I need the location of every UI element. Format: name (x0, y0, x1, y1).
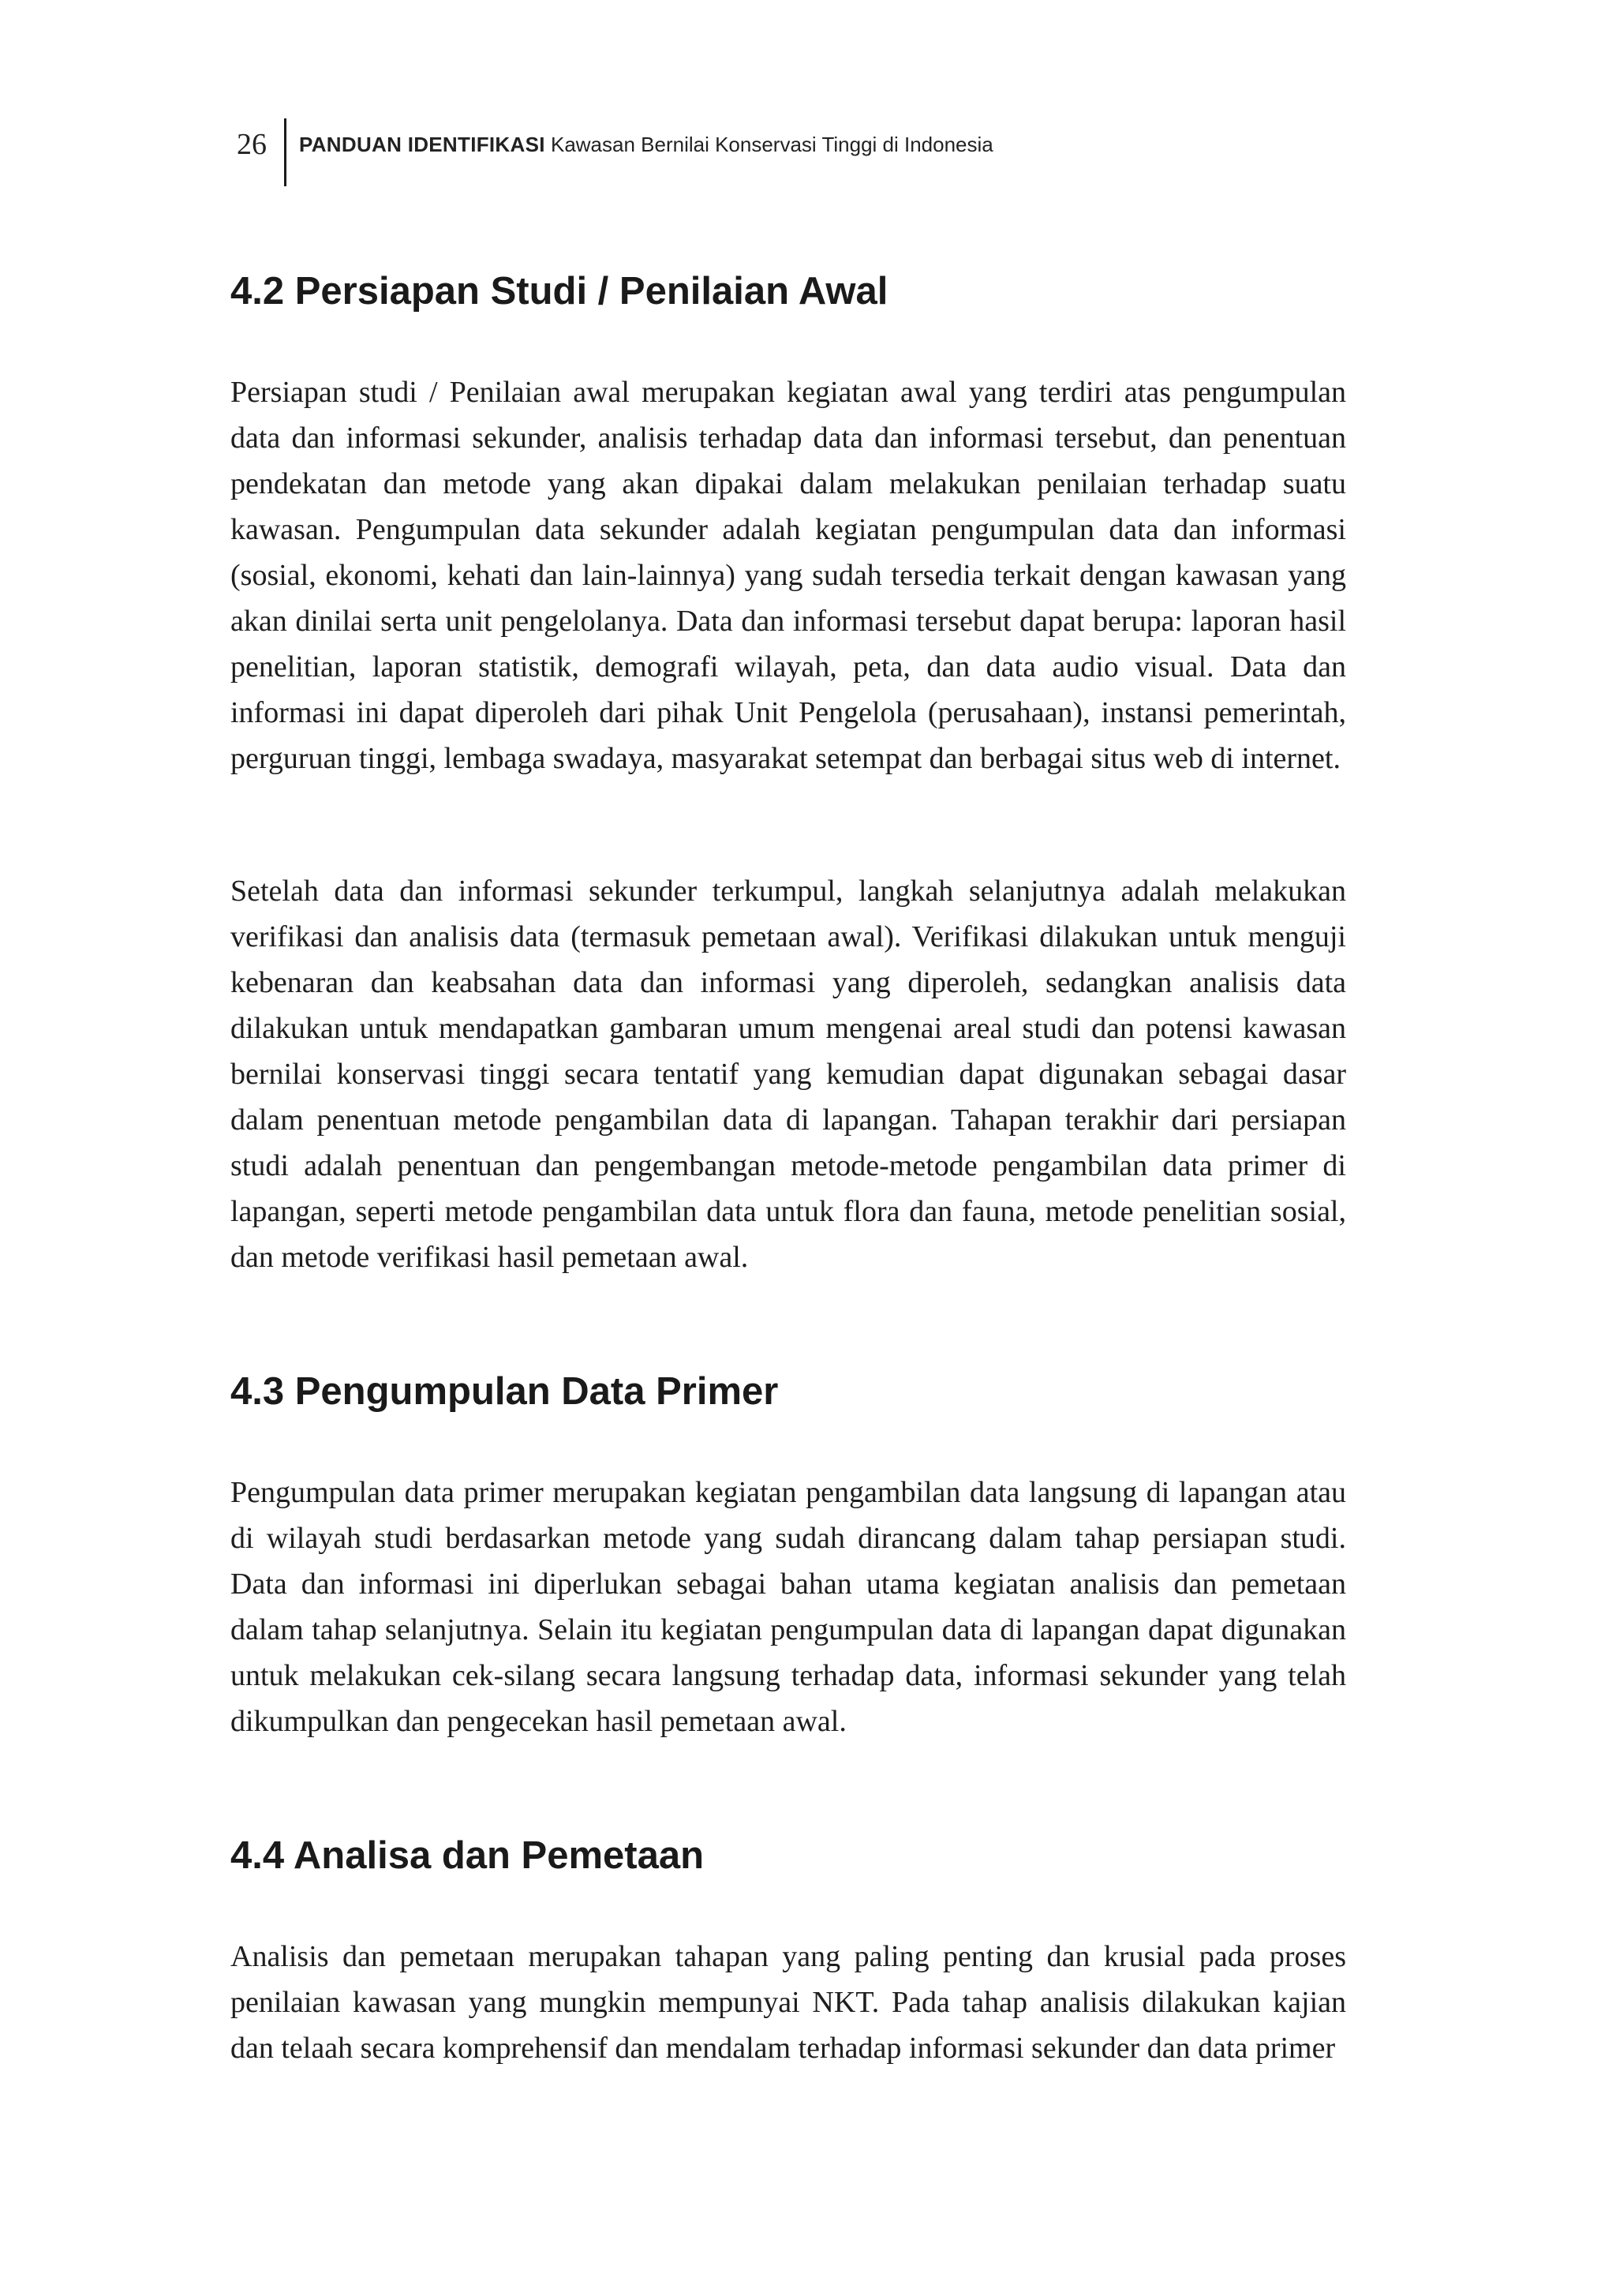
paragraph-4-2-a: Persiapan studi / Penilaian awal merupakan kegiatan awal yang terdiri atas pengumpulan data dan informasi sekunder, analisis terhadap data dan informasi tersebut, dan penentuan pendekatan dan metode yang akan dipakai dalam melakukan penilaian terhadap suatu kawasan. Pengumpulan data sekunder adalah kegiatan pengumpulan data dan informasi (sosial, ekonomi, kehati dan lain-lainnya) yang sudah tersedia terkait dengan kawasan yang akan dinilai serta unit pengelolanya. Data dan informasi tersebut dapat berupa: laporan hasil penelitian, laporan statistik, demografi wilayah, peta, dan data audio visual. Data dan informasi ini dapat diperoleh dari pihak Unit Pengelola (perusahaan), instansi pemerintah, perguruan tinggi, lembaga swadaya, masyarakat setempat dan berbagai situs web di internet. (230, 376, 1346, 775)
running-title-bold: PANDUAN IDENTIFIKASI (299, 133, 545, 156)
paragraph-4-3: Pengumpulan data primer merupakan kegiatan pengambilan data langsung di lapangan atau di wilayah studi berdasarkan metode yang sudah dirancang dalam tahap persiapan studi. Data dan informasi ini diperlukan sebagai bahan utama kegiatan analisis dan pemetaan dalam tahap selanjutnya. Selain itu kegiatan pengumpulan data di lapangan dapat digunakan untuk melakukan cek-silang secara langsung terhadap data, informasi sekunder yang telah dikumpulkan dan pengecekan hasil pemetaan awal. (230, 1476, 1346, 1738)
paragraph-4-2-b: Setelah data dan informasi sekunder terkumpul, langkah selanjutnya adalah melakukan verifikasi dan analisis data (termasuk pemetaan awal). Verifikasi dilakukan untuk menguji kebenaran dan keabsahan data dan informasi yang diperoleh, sedangkan analisis data dilakukan untuk mendapatkan gambaran umum mengenai areal studi dan potensi kawasan bernilai konservasi tinggi secara tentatif yang kemudian dapat digunakan sebagai dasar dalam penentuan metode pengambilan data di lapangan. Tahapan terakhir dari persiapan studi adalah penentuan dan pengembangan metode-metode pengambilan data primer di lapangan, seperti metode pengambilan data untuk flora dan fauna, metode penelitian sosial, dan metode verifikasi hasil pemetaan awal. (230, 875, 1346, 1274)
section-heading-4-2: 4.2 Persiapan Studi / Penilaian Awal (230, 270, 888, 313)
running-title-rest: Kawasan Bernilai Konservasi Tinggi di Indonesia (544, 133, 993, 156)
page-number: 26 (237, 128, 267, 161)
section-heading-4-3: 4.3 Pengumpulan Data Primer (230, 1370, 779, 1413)
section-heading-4-4: 4.4 Analisa dan Pemetaan (230, 1834, 705, 1877)
running-title (286, 133, 993, 157)
page-header (237, 118, 993, 186)
paragraph-4-4: Analisis dan pemetaan merupakan tahapan yang paling penting dan krusial pada proses penilaian kawasan yang mungkin mempunyai NKT. Pada tahap analisis dilakukan kajian dan telaah secara komprehensif dan mendalam terhadap informasi sekunder dan data primer (230, 1940, 1346, 2065)
